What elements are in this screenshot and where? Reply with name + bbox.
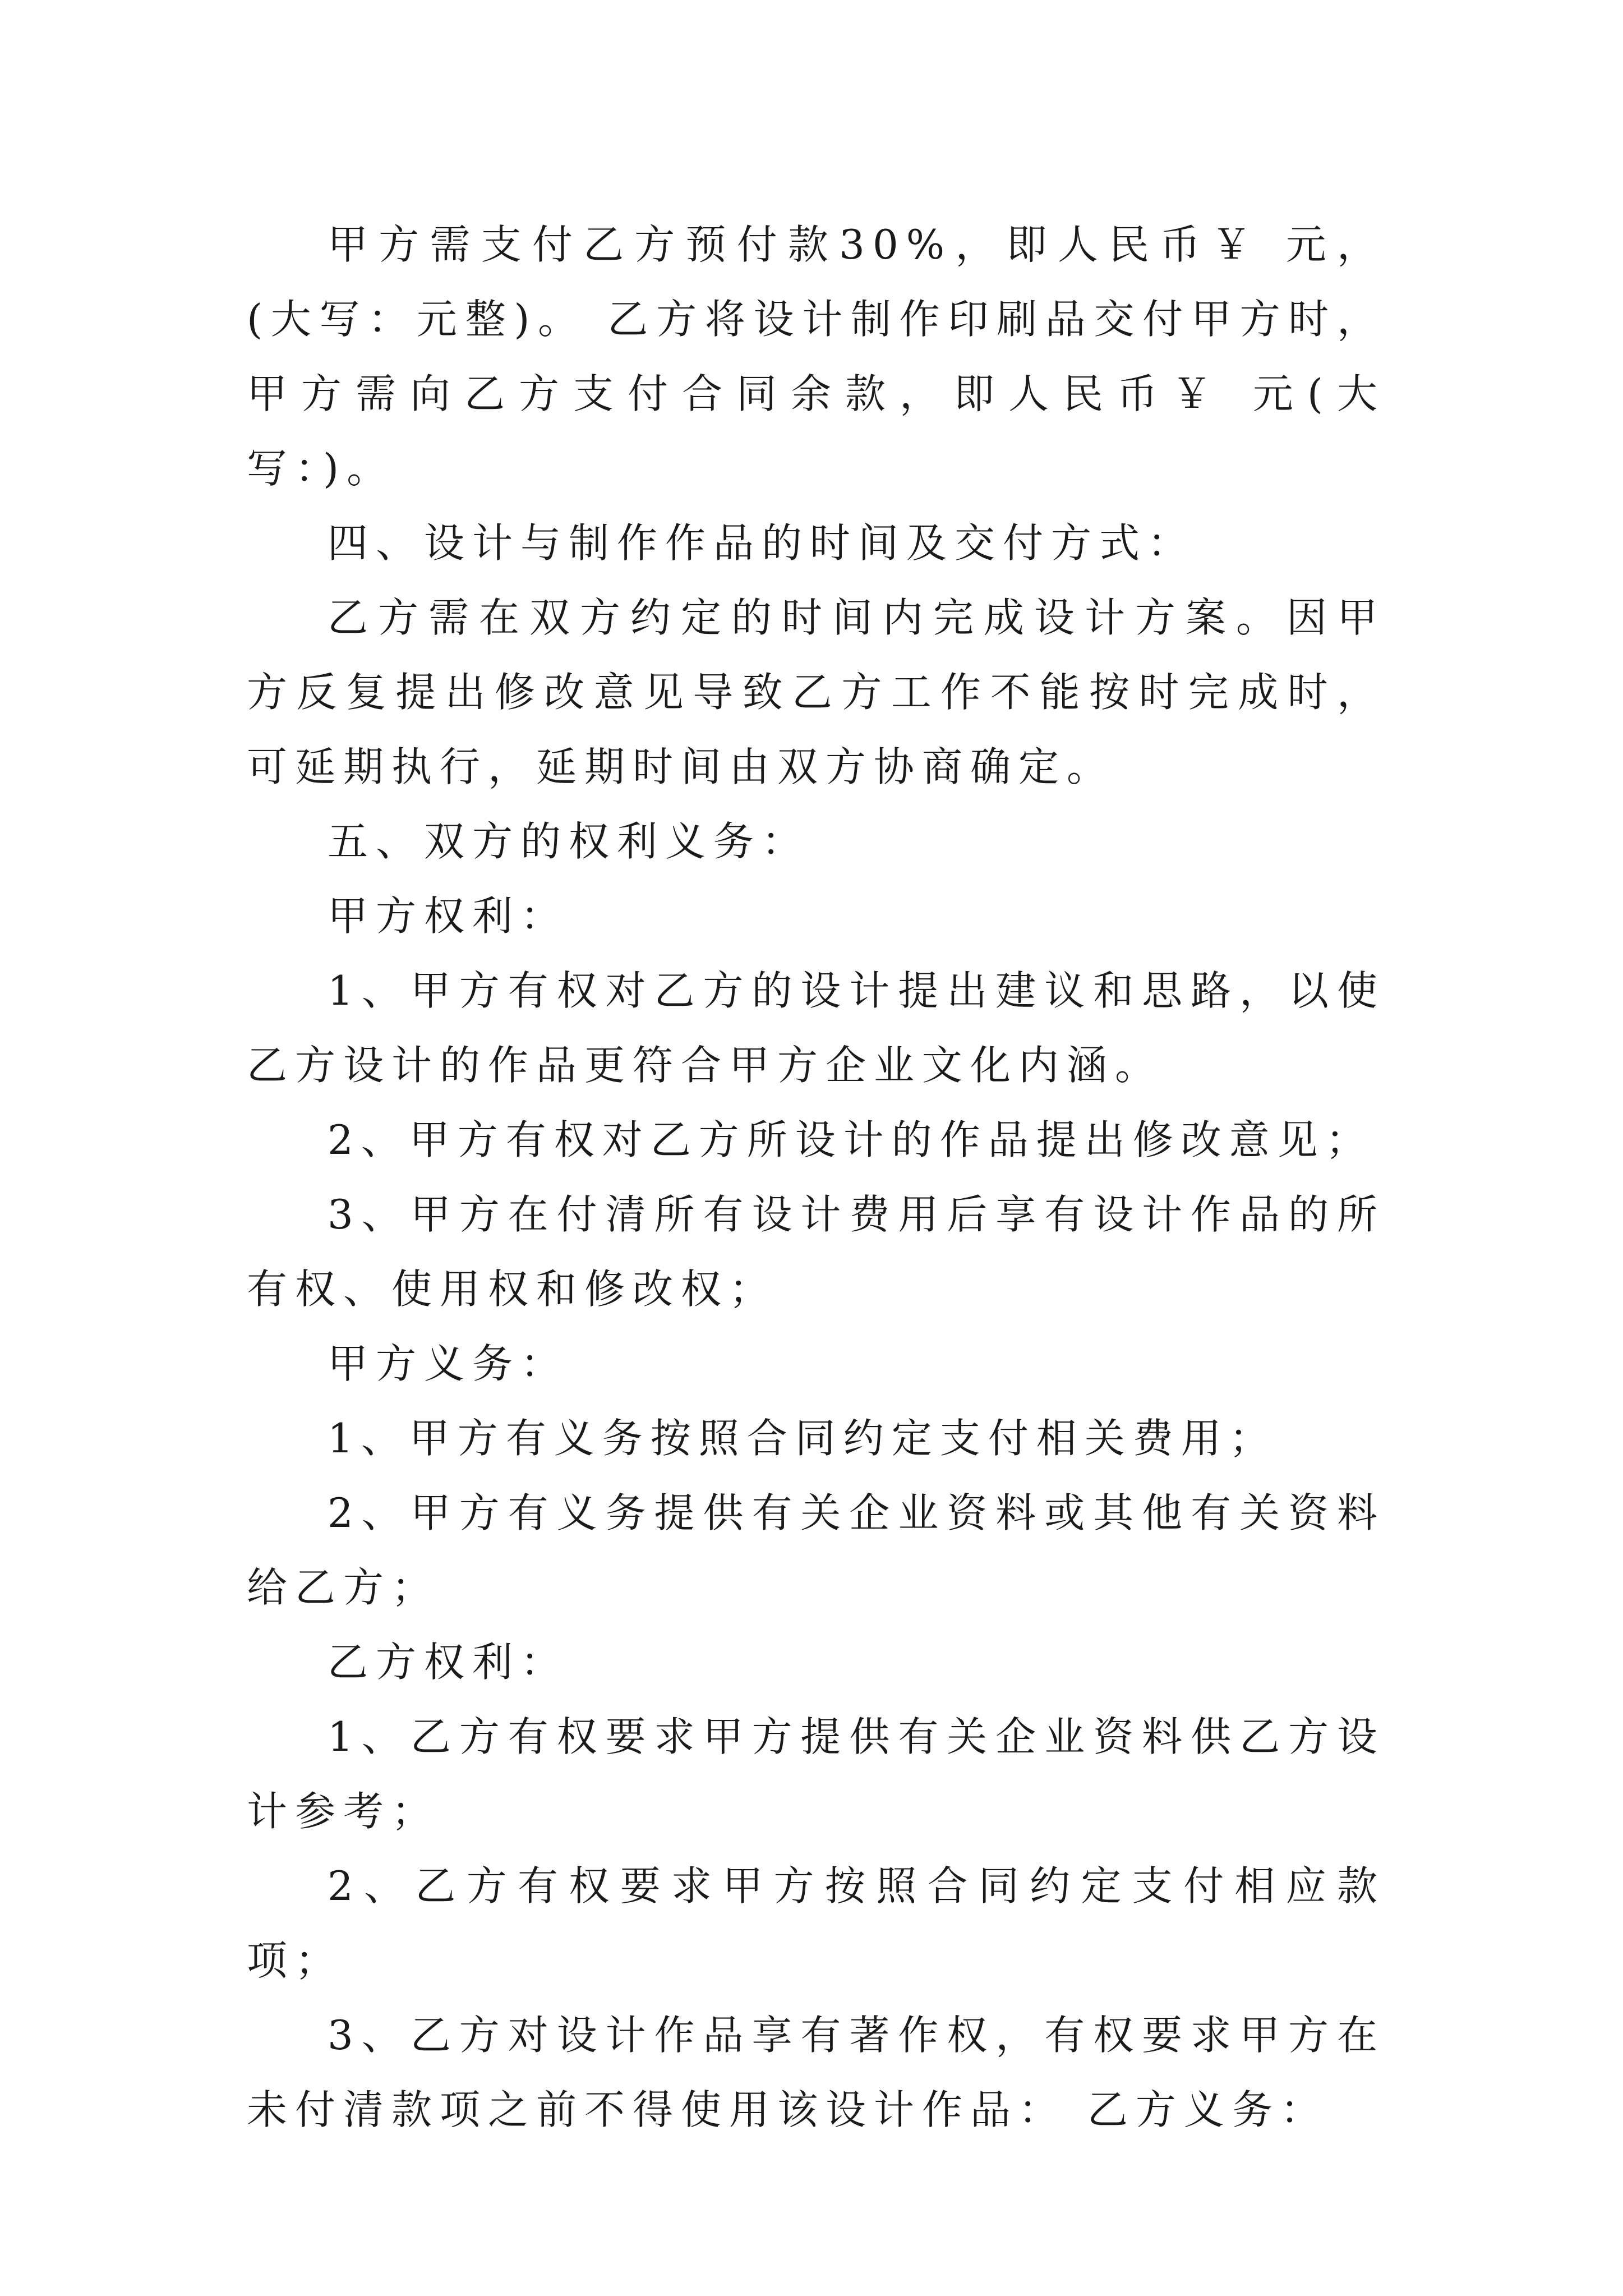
list-item: 1、乙方有权要求甲方提供有关企业资料供乙方设计参考； bbox=[247, 1713, 1385, 1835]
list-item: 3、甲方在付清所有设计费用后享有设计作品的所有权、使用权和修改权； bbox=[247, 1191, 1385, 1313]
list-item: 3、乙方对设计作品享有著作权，有权要求甲方在未付清款项之前不得使用该设计作品： 乙方义务： bbox=[247, 2012, 1385, 2133]
heading-party-a-rights: 甲方权利： bbox=[328, 892, 569, 940]
heading-party-b-rights: 乙方权利： bbox=[328, 1639, 569, 1686]
list-item: 1、甲方有权对乙方的设计提出建议和思路，以使乙方设计的作品更符合甲方企业文化内涵。 bbox=[247, 967, 1385, 1089]
paragraph-delivery-time: 乙方需在双方约定的时间内完成设计方案。因甲方反复提出修改意见导致乙方工作不能按时完成时，可延期执行，延期时间由双方协商确定。 bbox=[247, 594, 1385, 790]
heading-section-four: 四、设计与制作作品的时间及交付方式： bbox=[328, 519, 1196, 567]
document-body bbox=[247, 208, 1385, 2147]
list-item: 2、甲方有权对乙方所设计的作品提出修改意见； bbox=[328, 1116, 1374, 1163]
list-item: 2、乙方有权要求甲方按照合同约定支付相应款项； bbox=[247, 1862, 1385, 1984]
paragraph-prepayment: 甲方需支付乙方预付款30%，即人民币￥ 元，(大写：元整)。 乙方将设计制作印刷品交付甲方时，甲方需向乙方支付合同余款，即人民币￥ 元(大写：)。 bbox=[247, 221, 1385, 492]
heading-section-five: 五、双方的权利义务： bbox=[328, 818, 810, 865]
list-item: 1、甲方有义务按照合同约定支付相关费用； bbox=[328, 1415, 1278, 1462]
list-item: 2、甲方有义务提供有关企业资料或其他有关资料给乙方； bbox=[247, 1489, 1385, 1611]
heading-party-a-obligations: 甲方义务： bbox=[328, 1340, 569, 1387]
